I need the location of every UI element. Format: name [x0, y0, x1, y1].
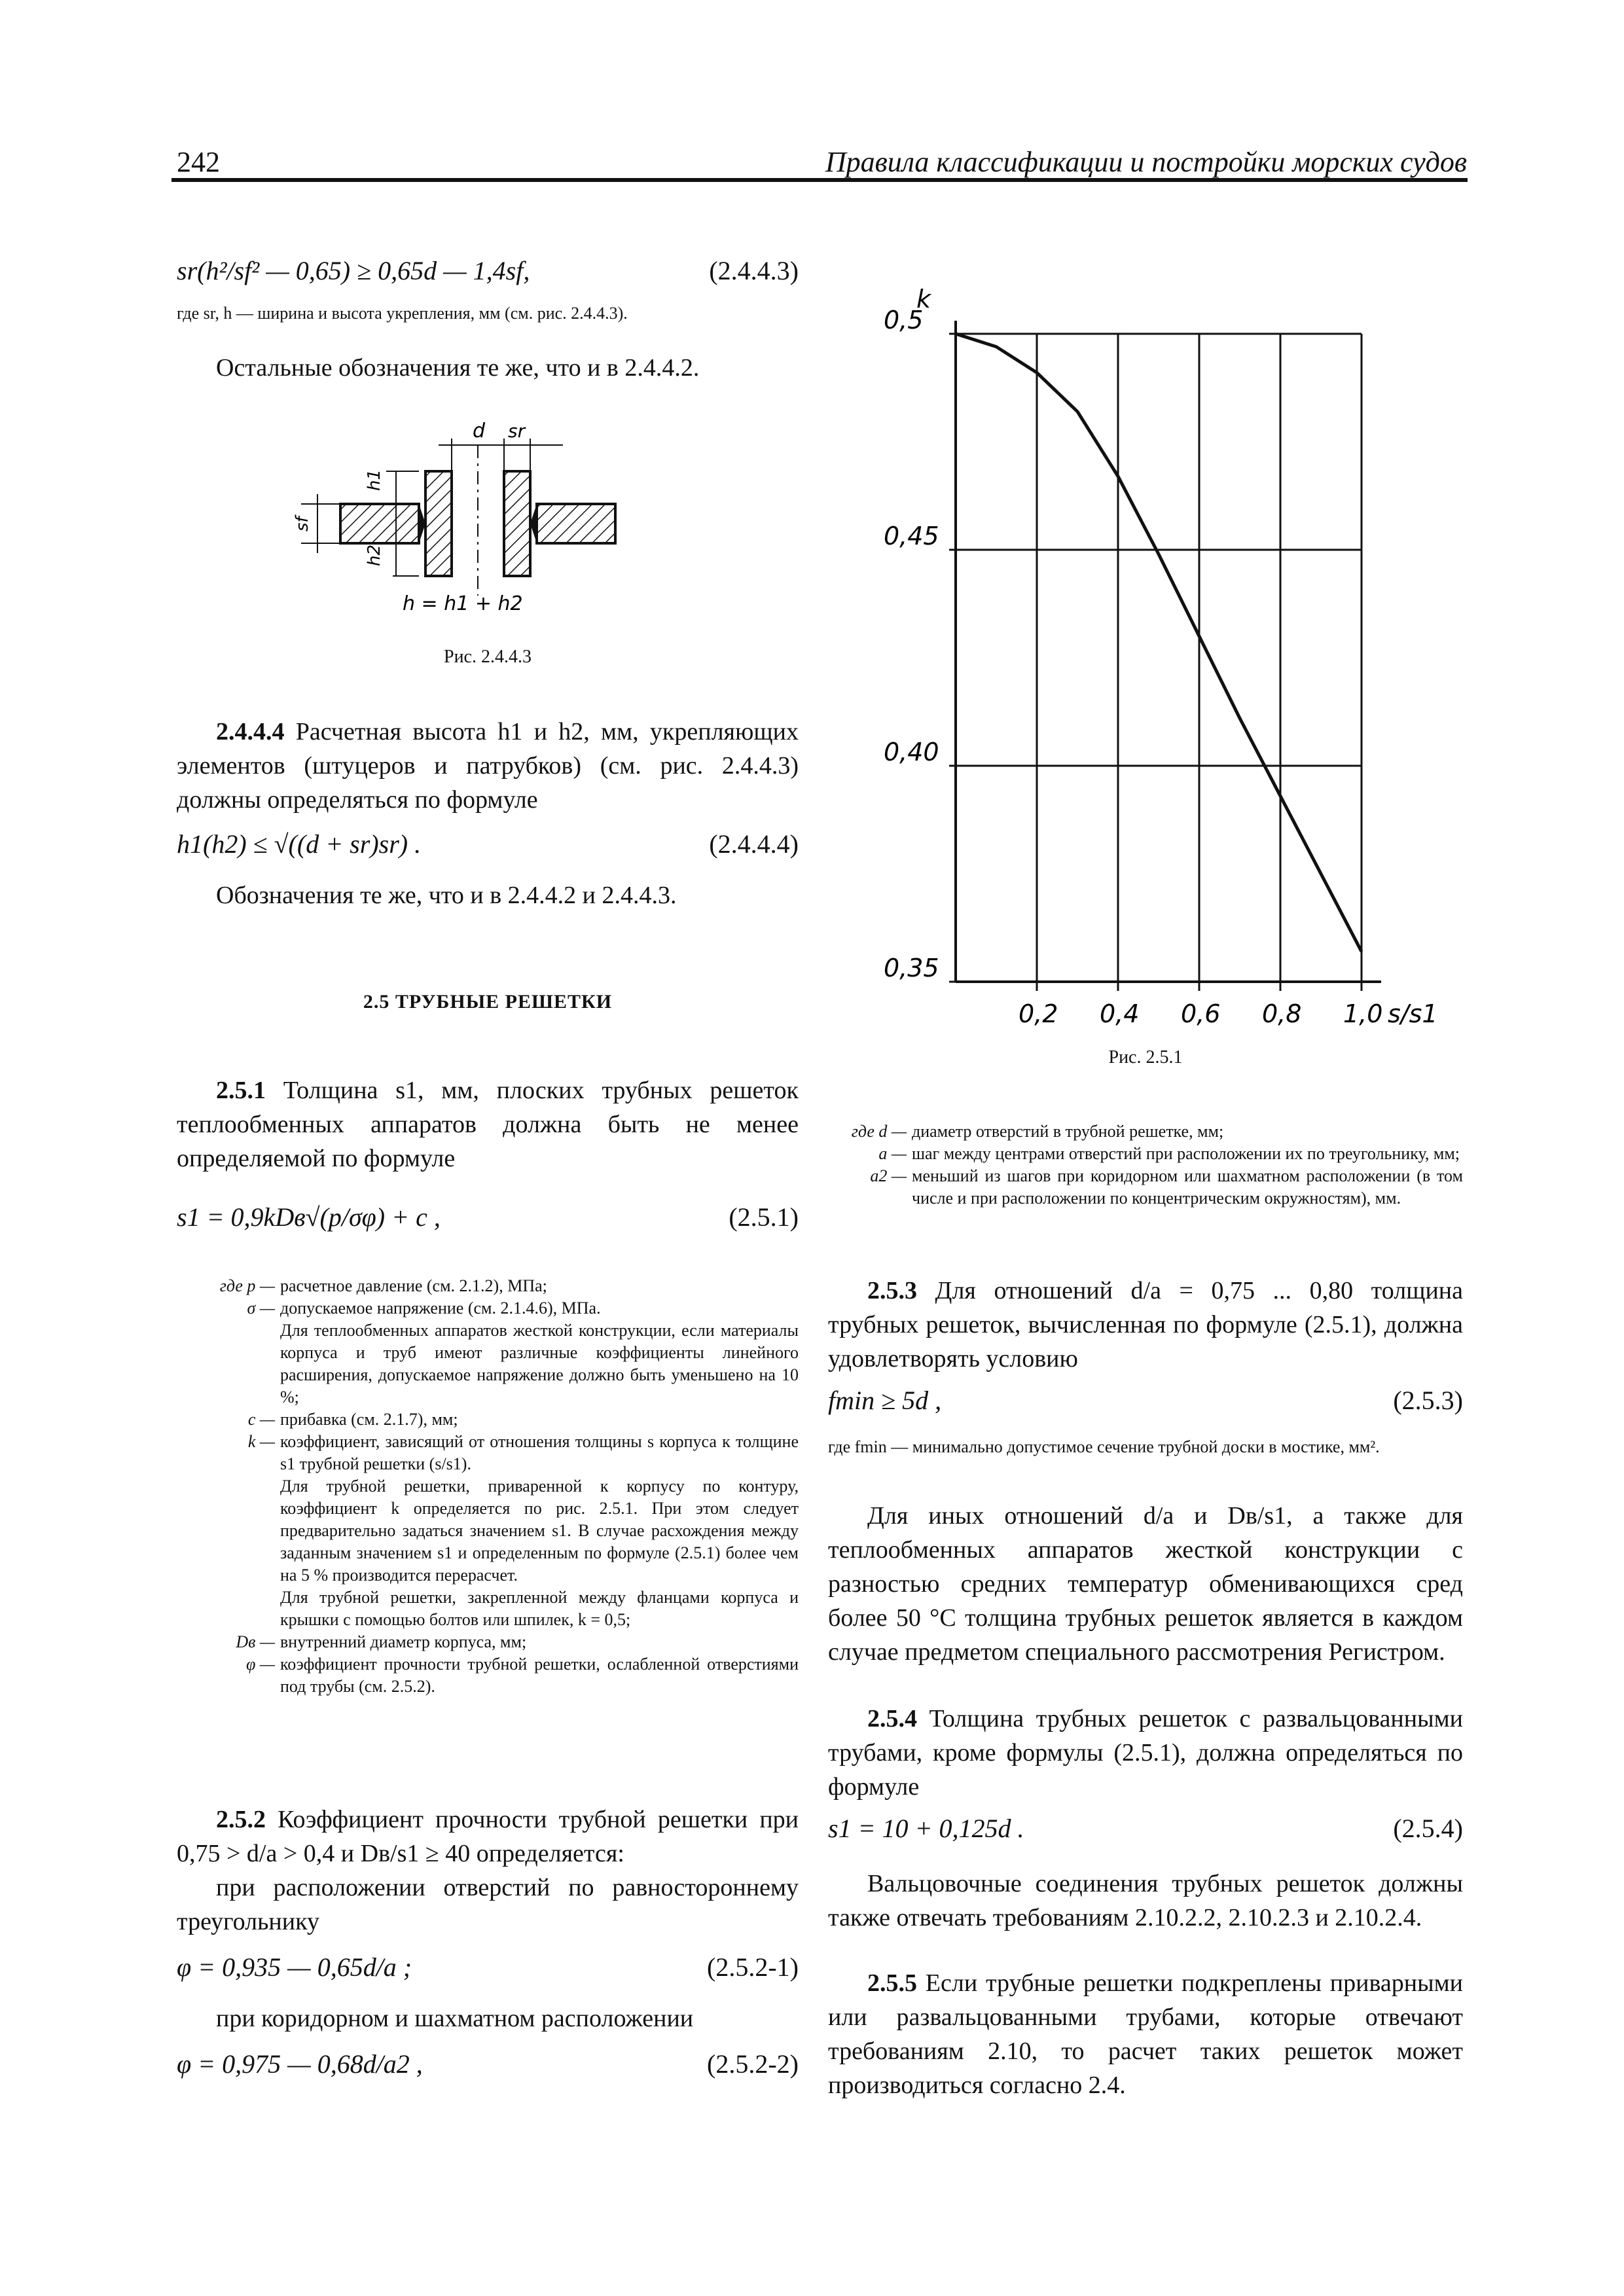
y-axis-label: k: [916, 285, 931, 314]
formula-body: fmin ≥ 5d ,: [828, 1386, 942, 1415]
x-tick-label: 0,4: [1100, 999, 1140, 1028]
legend-row: a — шаг между центрами отверстий при расположении их по треугольнику, мм;: [878, 1144, 1460, 1163]
chart-labels: [884, 285, 1438, 1028]
formula-body: φ = 0,975 — 0,68d/a2 ,: [177, 2049, 423, 2079]
running-title: Правила классификации и постройки морских судов: [825, 146, 1467, 178]
legend-2-5-1: [177, 1275, 799, 1698]
section-number: 2.5.3: [867, 1277, 917, 1304]
page-number: 242: [177, 146, 220, 178]
formula-body: sr(h²/sf² — 0,65) ≥ 0,65d — 1,4sf,: [177, 256, 530, 285]
label-sr: sr: [508, 420, 526, 442]
label-sf: sf: [293, 516, 312, 531]
section-number: 2.4.4.4: [216, 718, 285, 745]
paragraph-2-5-4: [828, 1702, 1463, 1804]
label-h-sum: h = h1 + h2: [403, 592, 523, 615]
paragraph-2-5-2: [177, 1803, 799, 1871]
legend-continuation: Для трубной решетки, приваренной к корпусу по контуру, коэффициент k определяется по рис. 2.5.1. При этом следует предварительно задаться значением s1. В случае расхождения между заданным значением s1 и определенным по формуле (2.5.1) более чем на 5 % производится перерасчет.: [280, 1477, 799, 1585]
formula-body: h1(h2) ≤ √((d + sr)sr) .: [177, 829, 422, 859]
formula-number: (2.4.4.3): [709, 256, 799, 285]
x-tick-label: 0,2: [1019, 999, 1058, 1028]
paragraph-corridor: при коридорном и шахматном расположении: [216, 2005, 694, 2032]
paragraph-text: Толщина трубных решеток с развальцованными трубами, кроме формулы (2.5.1), должна определяться по формуле: [828, 1705, 1463, 1801]
formula-2-4-4-4: [177, 829, 799, 863]
section-number: 2.5.5: [867, 1969, 917, 1997]
label-h2: h2: [365, 544, 384, 566]
legend-continuation: Для трубной решетки, закрепленной между фланцами корпуса и крышки с помощью болтов или шпилек, k = 0,5;: [280, 1588, 799, 1629]
figure-2-4-4-3: [288, 419, 655, 635]
section-number: 2.5.4: [867, 1705, 917, 1732]
legend-row: φ — коэффициент прочности трубной решетки, ослабленной отверстиями под трубы (см. 2.5.2).: [245, 1655, 799, 1696]
paragraph-text: Коэффициент прочности трубной решетки при 0,75 > d/a > 0,4 и Dв/s1 ≥ 40 определяется:: [177, 1806, 799, 1867]
where-fmin: где fmin — минимально допустимое сечение трубной доски в мостике, мм².: [828, 1437, 1380, 1456]
paragraph-text: Расчетная высота h1 и h2, мм, укрепляющих элементов (штуцеров и патрубков) (см. рис. 2.4.4.3) должны определяться по формуле: [177, 718, 799, 814]
paragraph-rolled-joints: Вальцовочные соединения трубных решеток должны также отвечать требованиям 2.10.2.2, 2.10.2.3 и 2.10.2.4.: [828, 1870, 1463, 1931]
label-d: d: [473, 420, 486, 442]
plate-left: [340, 504, 419, 543]
formula-2-5-2-1: [177, 1952, 799, 1986]
chart-curve-k: [956, 334, 1362, 952]
legend-row: где p — расчетное давление (см. 2.1.2), МПа;: [219, 1276, 547, 1295]
plate-right: [537, 504, 615, 543]
paragraph-2-5-5: [828, 1966, 1463, 2102]
section-number: 2.5.1: [216, 1077, 266, 1104]
x-tick-label: 0,6: [1181, 999, 1221, 1028]
formula-number: (2.5.2-2): [707, 2049, 799, 2079]
y-tick-label: 0,40: [884, 738, 939, 766]
label-h1: h1: [365, 469, 384, 491]
paragraph-2-5-3: [828, 1274, 1463, 1376]
tube-wall-left: [425, 471, 452, 576]
paragraph-other-ratios: Для иных отношений d/a и Dв/s1, а также для теплообменных аппаратов жесткой конструкции с разностью средних температур обменивающихся сред более 50 °С толщина трубных решеток является в каждом случае предметом специального рассмотрения Регистром.: [828, 1502, 1463, 1666]
section-heading-2-5: 2.5 ТРУБНЫЕ РЕШЕТКИ: [363, 991, 613, 1013]
legend-row: σ — допускаемое напряжение (см. 2.1.4.6), МПа.: [247, 1299, 601, 1318]
figure-caption-2-4-4-3: Рис. 2.4.4.3: [444, 647, 532, 667]
paragraph-2-5-1: [177, 1073, 799, 1175]
formula-body: s1 = 10 + 0,125d .: [828, 1814, 1024, 1843]
paragraph-notation: Обозначения те же, что и в 2.4.4.2 и 2.4.4.3.: [216, 882, 677, 909]
x-tick-label: 0,8: [1262, 999, 1302, 1028]
chart-axes: [956, 321, 1381, 982]
tube-wall-right: [504, 471, 530, 576]
legend-row: где d — диаметр отверстий в трубной решетке, мм;: [851, 1122, 1224, 1141]
formula-2-5-2-2: [177, 2049, 799, 2083]
legend-row: a2 — меньший из шагов при коридорном или шахматном расположении (в том числе и при расположении по концентрическим окружностям), мм.: [870, 1166, 1463, 1208]
formula-2-5-1: [177, 1202, 799, 1238]
formula-number: (2.5.2-1): [707, 1952, 799, 1982]
header-rule: [171, 178, 1468, 182]
paragraph-2-4-4-4: [177, 715, 799, 817]
where-note: где sr, h — ширина и высота укрепления, мм (см. рис. 2.4.4.3).: [177, 304, 628, 323]
paragraph-text: Если трубные решетки подкреплены приварными или развальцованными трубами, которые отвечают требованиям 2.10, то расчет таких решеток может производиться согласно 2.4.: [828, 1969, 1463, 2099]
paragraph-text: Толщина s1, мм, плоских трубных решеток теплообменных аппаратов должна быть не менее определяемой по формуле: [177, 1077, 799, 1172]
chart-figure-2-5-1: [857, 275, 1466, 1041]
formula-number: (2.5.1): [729, 1202, 799, 1232]
formula-number: (2.5.3): [1393, 1386, 1463, 1415]
y-tick-label: 0,5: [884, 306, 924, 334]
paragraph-triangle: при расположении отверстий по равностороннему треугольнику: [177, 1874, 799, 1935]
formula-2-5-4: [828, 1813, 1463, 1847]
x-axis-label: s/s1: [1388, 999, 1438, 1028]
formula-2-5-3: [828, 1385, 1463, 1419]
y-tick-label: 0,35: [884, 954, 939, 982]
paragraph-text: Для отношений d/a = 0,75 ... 0,80 толщина трубных решеток, вычисленная по формуле (2.5.1), должна удовлетворять условию: [828, 1277, 1463, 1372]
legend-row: k — коэффициент, зависящий от отношения толщины s корпуса к толщине s1 трубной решетки (s/s1).: [247, 1432, 799, 1473]
formula-number: (2.5.4): [1393, 1814, 1463, 1843]
chart-grid: [949, 334, 1362, 991]
legend-row: c — прибавка (см. 2.1.7), мм;: [247, 1410, 458, 1429]
legend-d-a: [828, 1121, 1463, 1210]
y-tick-label: 0,45: [884, 522, 939, 550]
formula-number: (2.4.4.4): [709, 829, 799, 859]
figure-caption-2-5-1: Рис. 2.5.1: [1108, 1047, 1183, 1067]
x-tick-label: 1,0: [1343, 999, 1383, 1028]
section-number: 2.5.2: [216, 1806, 266, 1833]
legend-row: Dв — внутренний диаметр корпуса, мм;: [236, 1632, 527, 1651]
paragraph-rest-notation: Остальные обозначения те же, что и в 2.4.4.2.: [216, 354, 700, 382]
formula-2-4-4-3: [177, 255, 799, 289]
legend-continuation: Для теплообменных аппаратов жесткой конструкции, если материалы корпуса и труб имеют различные коэффициенты линейного расширения, допускаемое напряжение должно быть уменьшено на 10 %;: [280, 1321, 799, 1407]
formula-body: s1 = 0,9kDв√(p/σφ) + c ,: [177, 1202, 441, 1232]
formula-body: φ = 0,935 — 0,65d/a ;: [177, 1952, 412, 1982]
